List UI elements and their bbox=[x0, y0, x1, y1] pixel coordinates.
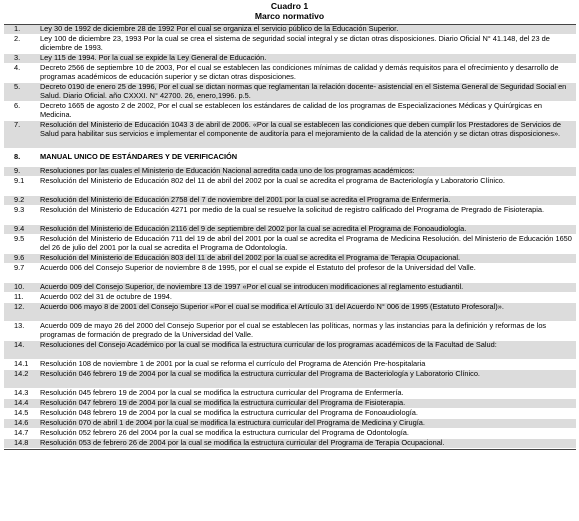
row-number: 1. bbox=[14, 24, 21, 33]
row-text: Resolución del Ministerio de Educación 1043 3 de abril de 2006. «Por la cual se establecen las condiciones que deben cumplir los Prestadores de Servicios de Salud para habilitar sus servicios e implementar el componente de auditoría para el mejoramiento de la calidad de la atención y se dictan otras disposiciones». bbox=[40, 120, 561, 138]
table-row bbox=[4, 206, 576, 225]
row-number: 14.5 bbox=[14, 407, 29, 417]
row-text: Decreto 1665 de agosto 2 de 2002, Por el cual se establecen los estándares de calidad de los programas de Especializaciones Médicas y Quirúrgicas en Medicina. bbox=[40, 101, 543, 119]
row-text: Acuerdo 009 del Consejo Superior, de noviembre 13 de 1997 «Por el cual se introducen modificaciones al reglamento estudiantil. bbox=[40, 281, 464, 291]
row-number: 4. bbox=[14, 63, 21, 72]
row-number: 3. bbox=[14, 53, 21, 62]
row-text: Ley 100 de diciembre 23, 1993 Por la cual se crea el sistema de seguridad social integral y se dictan otras disposiciones. Diario Oficial N° 41.148, del 23 de diciembre de 1993. bbox=[40, 34, 550, 52]
row-number: 14. bbox=[14, 339, 25, 349]
row-number: 14.6 bbox=[14, 417, 29, 427]
row-text: Acuerdo 006 del Consejo Superior de noviembre 8 de 1995, por el cual se expide el Estatuto del profesor de la Universidad del Valle. bbox=[40, 262, 476, 272]
row-text: Resolución 048 febrero 19 de 2004 por la cual se modifica la estructura curricular del Programa de Fonoaudiología. bbox=[40, 407, 418, 417]
row-number: 14.1 bbox=[14, 358, 29, 368]
row-text: MANUAL UNICO DE ESTÁNDARES Y DE VERIFICACIÓN bbox=[40, 152, 238, 161]
row-number: 10. bbox=[14, 281, 25, 291]
row-number: 9. bbox=[14, 165, 21, 175]
row-text: Resolución del Ministerio de Educación 803 del 11 de abril del 2002 por la cual se acredita el Programa de Terapia Ocupacional. bbox=[40, 252, 461, 262]
table-row bbox=[4, 102, 576, 121]
table-row bbox=[4, 64, 576, 83]
row-number: 8. bbox=[14, 152, 21, 161]
row-text: Resolución 108 de noviembre 1 de 2001 por la cual se reforma el currículo del Programa de Atención Pre-hospitalaria bbox=[40, 358, 426, 368]
row-number: 5. bbox=[14, 82, 21, 91]
row-number: 9.3 bbox=[14, 204, 25, 214]
table-row bbox=[4, 439, 576, 449]
row-number: 9.7 bbox=[14, 262, 25, 272]
row-text: Resolución 047 febrero 19 de 2004 por la cual se modifica la estructura curricular del Programa de Fisioterapia. bbox=[40, 397, 406, 407]
row-number: 13. bbox=[14, 320, 25, 330]
row-number: 11. bbox=[14, 291, 24, 301]
table-row bbox=[4, 303, 576, 322]
row-text: Resolución del Ministerio de Educación 2116 del 9 de septiembre del 2002 por la cual se acredita el Programa de Fonoaudiología. bbox=[40, 223, 467, 233]
row-number: 9.1 bbox=[14, 175, 25, 185]
row-number: 2. bbox=[14, 34, 21, 43]
row-text: Acuerdo 009 de mayo 26 del 2000 del Consejo Superior por el cual se establecen las políticas, normas y las instancias para la definición y reformas de los programas de formación de pregrado de la Universidad del Valle. bbox=[40, 320, 547, 339]
row-text: Decreto 2566 de septiembre 10 de 2003, Por el cual se establecen las condiciones mínimas de calidad y demás requisitos para el ofrecimiento y desarrollo de programas académicos de educación superior y se dictan otras disposiciones. bbox=[40, 63, 559, 81]
row-text: Resoluciones por las cuales el Ministerio de Educación Nacional acredita cada uno de los programas académicos: bbox=[40, 165, 415, 175]
table-row bbox=[4, 341, 576, 360]
row-text: Resolución del Ministerio de Educación 711 del 19 de abril del 2001 por la cual se acredita el Programa de Medicina Resolución. del Ministerio de Educación 1650 del 26 de julio del 2001 por la cual se acredita el Programa de Odontología. bbox=[40, 233, 572, 252]
row-text: Ley 115 de 1994. Por la cual se expide la Ley General de Educación. bbox=[40, 53, 267, 62]
row-text: Resoluciones del Consejo Académico por la cual se modifica la estructura curricular de los programas académicos de la Facultad de Salud: bbox=[40, 339, 497, 349]
table-row bbox=[4, 264, 576, 283]
table-row bbox=[4, 177, 576, 196]
row-text: Resolución 046 febrero 19 de 2004 por la cual se modifica la estructura curricular del Programa de Bacteriología y Laboratorio Clínico. bbox=[40, 368, 480, 378]
table-row bbox=[4, 83, 576, 102]
table-title: Cuadro 1 bbox=[270, 1, 309, 11]
row-text: Resolución 045 febrero 19 de 2004 por la cual se modifica la estructura curricular del Programa de Enfermería. bbox=[40, 387, 404, 397]
row-text: Decreto 0190 de enero 25 de 1996, Por el cual se dictan normas que reglamentan la relación docente- asistencial en el Sistema General de Seguridad Social en Salud. Diario Oficial. año CXXXI. N° 42700. 26, enero,1996. p.5. bbox=[40, 82, 567, 100]
row-number: 9.5 bbox=[14, 233, 25, 243]
row-number: 6. bbox=[14, 101, 21, 110]
row-text: Resolución del Ministerio de Educación 2758 del 7 de noviembre del 2001 por la cual se acredita el Programa de Enfermería. bbox=[40, 194, 451, 204]
table-row bbox=[4, 235, 576, 254]
row-number: 9.6 bbox=[14, 252, 25, 262]
table-heading bbox=[0, 0, 579, 21]
table-subtitle: Marco normativo bbox=[254, 11, 325, 21]
row-text: Ley 30 de 1992 de diciembre 28 de 1992 Por el cual se organiza el servicio público de la Educación Superior. bbox=[40, 24, 399, 33]
table-row bbox=[4, 370, 576, 389]
row-text: Acuerdo 006 mayo 8 de 2001 del Consejo Superior «Por el cual se modifica el Artículo 31 del Acuerdo N° 006 de 1995 (Estatuto Profesoral)». bbox=[40, 301, 504, 311]
row-text: Resolución del Ministerio de Educación 4271 por medio de la cual se resuelve la solicitud de registro calificado del Programa de Pregrado de Fisioterapia. bbox=[40, 204, 545, 214]
row-text: Resolución 053 de febrero 26 de 2004 por la cual se modifica la estructura curricular del Programa de Terapia Ocupacional. bbox=[40, 437, 445, 447]
row-number: 9.2 bbox=[14, 194, 25, 204]
row-text: Acuerdo 002 del 31 de octubre de 1994. bbox=[40, 291, 172, 301]
row-number: 12. bbox=[14, 301, 25, 311]
table-row bbox=[4, 121, 576, 149]
row-text: Resolución 052 febrero 26 del 2004 por la cual se modifica la estructura curricular del Programa de Odontología. bbox=[40, 427, 409, 437]
row-number: 9.4 bbox=[14, 223, 25, 233]
normative-table bbox=[4, 24, 576, 450]
table-row bbox=[4, 322, 576, 341]
table-row bbox=[4, 35, 576, 54]
row-number: 14.7 bbox=[14, 427, 29, 437]
row-text: Resolución del Ministerio de Educación 802 del 11 de abril del 2002 por la cual se acredita el programa de Bacteriología y Laboratorio Clínico. bbox=[40, 175, 505, 185]
row-number: 14.3 bbox=[14, 387, 29, 397]
section-heading-row bbox=[4, 149, 576, 167]
row-number: 7. bbox=[14, 120, 21, 129]
row-number: 14.8 bbox=[14, 437, 29, 447]
row-text: Resolución 070 de abril 1 de 2004 por la cual se modifica la estructura curricular del Programa de Medicina y Cirugía. bbox=[40, 417, 425, 427]
row-number: 14.2 bbox=[14, 368, 29, 378]
row-number: 14.4 bbox=[14, 397, 29, 407]
